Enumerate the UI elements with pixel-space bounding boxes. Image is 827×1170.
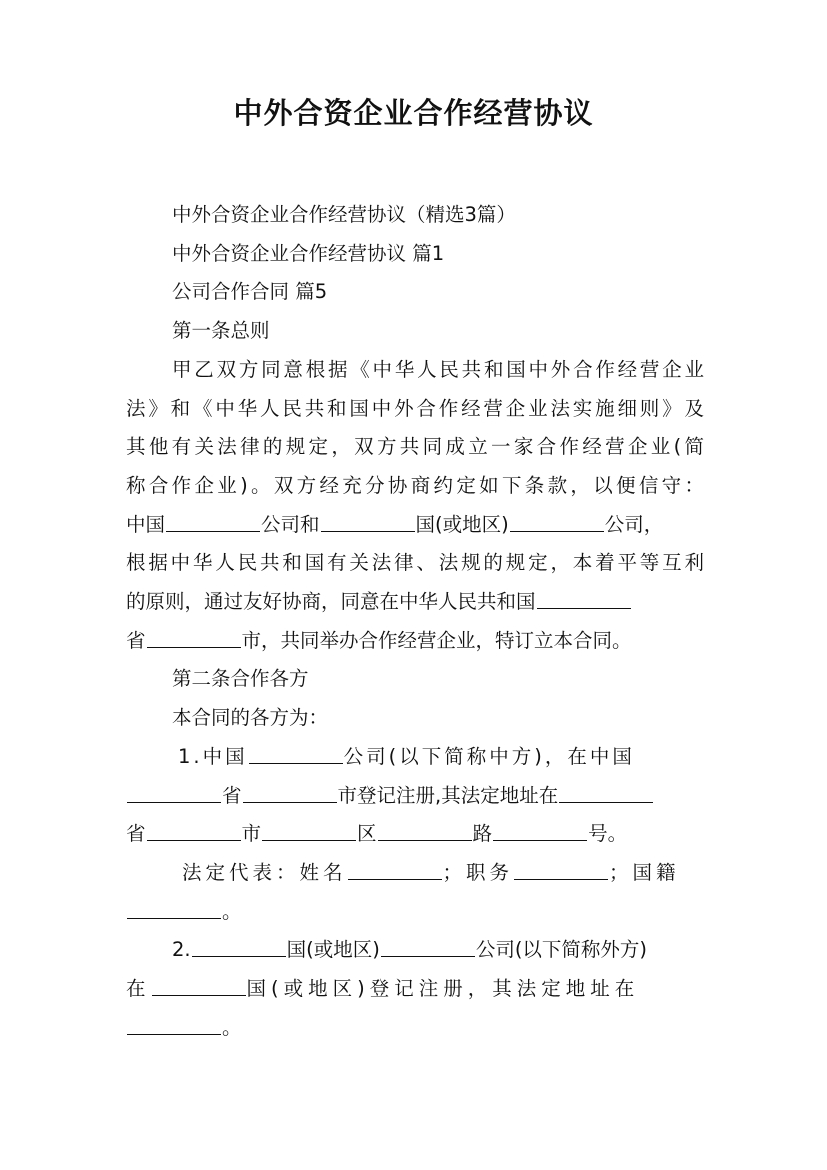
document-body — [126, 196, 704, 1047]
text-run: 市 — [241, 822, 262, 846]
text-line — [126, 1009, 704, 1048]
fill-in-blank[interactable] — [510, 516, 604, 532]
text-line — [126, 815, 704, 854]
text-run: 市登记注册,其法定地址在 — [337, 783, 559, 807]
fill-in-blank[interactable] — [559, 787, 653, 803]
fill-in-blank[interactable] — [243, 787, 337, 803]
text-line: 其他有关法律的规定，双方共同成立一家合作经营企业(简 — [126, 435, 704, 459]
paragraph-party-china — [126, 738, 704, 854]
text-run: 号。 — [588, 822, 628, 846]
text-run: 1.中国 — [178, 744, 248, 768]
text-run: 在 — [126, 977, 151, 1001]
text-run: 2. — [172, 938, 191, 962]
paragraph-article-heading: 中外合资企业合作经营协议 篇1 — [172, 241, 445, 265]
paragraph-legal-representative — [126, 854, 704, 931]
text-run: 省 — [126, 628, 146, 652]
fill-in-blank[interactable] — [147, 825, 241, 841]
text-run: 公司， — [604, 512, 664, 536]
fill-in-blank[interactable] — [166, 516, 260, 532]
fill-in-blank[interactable] — [514, 864, 608, 880]
fill-in-blank[interactable] — [249, 748, 343, 764]
fill-in-blank[interactable] — [381, 941, 475, 957]
text-run: 的原则，通过友好协商，同意在中华人民共和国 — [126, 590, 536, 614]
text-run: 公司和 — [261, 512, 320, 536]
fill-in-blank[interactable] — [493, 825, 587, 841]
text-line — [126, 506, 704, 545]
text-line — [126, 738, 704, 777]
paragraph-selection-note: 中外合资企业合作经营协议（精选3篇） — [172, 203, 516, 226]
text-run: 公司(以下简称中方)，在中国 — [343, 744, 635, 768]
fill-in-blank[interactable] — [378, 825, 472, 841]
text-run: 国(或地区) — [286, 938, 380, 962]
paragraph-contract-heading: 公司合作合同 篇5 — [172, 280, 328, 304]
text-line — [126, 854, 704, 893]
document-title: 中外合资企业合作经营协议 — [233, 96, 594, 130]
text-run: ；职务 — [442, 860, 514, 884]
text-run: 国(或地区)登记注册，其法定地址在 — [246, 977, 640, 1001]
text-run: 路 — [472, 822, 493, 846]
text-line: 称合作企业)。双方经充分协商约定如下条款，以便信守： — [126, 473, 704, 497]
fill-in-blank[interactable] — [127, 1019, 221, 1035]
text-line — [126, 777, 704, 816]
paragraph-party-foreign — [126, 931, 704, 1047]
fill-in-blank[interactable] — [127, 903, 221, 919]
text-line — [126, 622, 704, 661]
fill-in-blank[interactable] — [348, 864, 442, 880]
text-run: 中国 — [126, 512, 166, 536]
fill-in-blank[interactable] — [127, 787, 221, 803]
paragraph-general-provisions — [126, 351, 704, 661]
text-line — [126, 970, 704, 1009]
text-line — [126, 893, 704, 932]
text-run: 。 — [222, 1015, 242, 1039]
text-run: 省 — [126, 822, 146, 846]
text-run: 市，共同举办合作经营企业，特订立本合同。 — [241, 628, 632, 652]
fill-in-blank[interactable] — [321, 516, 415, 532]
text-line: 甲乙双方同意根据《中华人民共和国中外合作经营企业 — [172, 357, 704, 381]
fill-in-blank[interactable] — [192, 941, 286, 957]
paragraph-parties-intro: 本合同的各方为： — [172, 706, 329, 730]
fill-in-blank[interactable] — [147, 632, 241, 648]
fill-in-blank[interactable] — [537, 593, 631, 609]
text-line: 法》和《中华人民共和国中外合作经营企业法实施细则》及 — [126, 396, 704, 420]
section-heading-general: 第一条总则 — [172, 319, 270, 343]
section-heading-parties: 第二条合作各方 — [172, 667, 309, 691]
text-run: 国(或地区) — [415, 512, 509, 536]
text-run: 区 — [357, 822, 377, 846]
text-line — [126, 583, 704, 622]
text-run: 省 — [222, 783, 242, 807]
text-run: 法定代表：姓名 — [182, 860, 347, 884]
text-run: 公司(以下简称外方) — [475, 938, 648, 962]
text-line — [126, 931, 704, 970]
text-run: ；国籍 — [609, 860, 680, 884]
fill-in-blank[interactable] — [152, 980, 246, 996]
text-line: 根据中华人民共和国有关法律、法规的规定，本着平等互利 — [126, 551, 704, 575]
text-run: 。 — [222, 899, 242, 923]
fill-in-blank[interactable] — [262, 825, 356, 841]
